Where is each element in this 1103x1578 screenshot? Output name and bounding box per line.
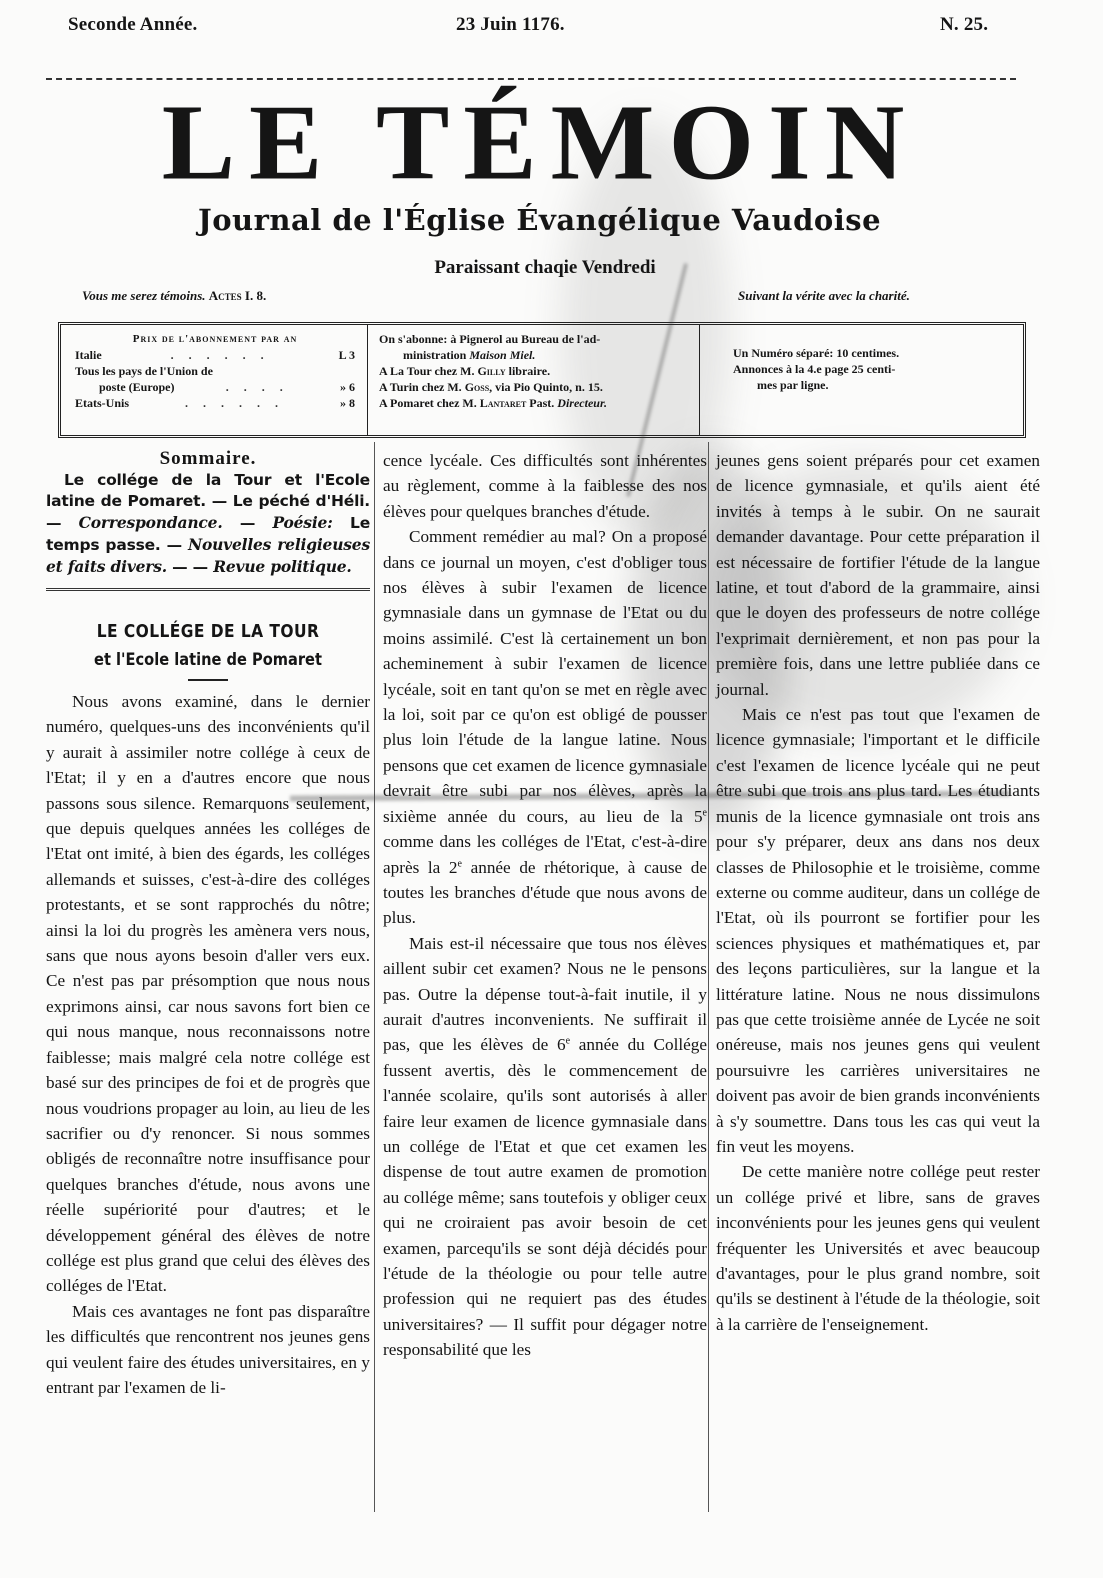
sommaire-text: Le temps passe. —	[46, 514, 371, 554]
article-paragraph: Nous avons examiné, dans le dernier numéro, quelques-uns des inconvénients qu'il y aurait à assimiler notre collége à ceux de l'Etat; il y en a d'autres encore que nous passons sous silence. Remarquons seulement, que depuis quelques années les colléges de l'Etat ont imité, à bien des égards, les colléges allemands et suisses, c'est-à-dire des colléges protestants, et se sont rapprochés du nôtre; ainsi la loi du progrès les amènera vers nous, sans que nous ayons besoin d'aller vers eux. Ce n'est pas par présomption que nous nous exprimons ainsi, car nous savons fort bien ce qui nous manque, nous reconnaissons notre faiblesse; mais malgré cela notre collége est basé sur des principes de foi et de progrès que nous voudrions propager au loin, au lieu de les sacrifier ou d'y renoncer. Si nous sommes obligés de reconnaître notre insuffisance pour quelques branches d'étude, nous avons une réelle supériorité pour d'autres; et le développement général des élèves de notre collége est plus grand que celui des élèves des colléges de l'Etat.	[46, 692, 370, 1296]
issue-date: 23 Juin 1176.	[456, 14, 565, 35]
price-row	[75, 395, 355, 411]
pricing-notes	[733, 345, 1003, 393]
price-label: Tous les pays de l'Union de	[75, 364, 213, 378]
superscript: e	[457, 857, 462, 869]
price-dots: . . . . . .	[185, 396, 284, 410]
box-divider	[699, 325, 700, 435]
subscription-box	[58, 322, 1026, 438]
sommaire-body	[46, 470, 370, 578]
article-paragraph: cence lycéale. Ces difficultés sont inhérentes au règlement, comme à la faiblesse des nos élèves pour quelques branches d'étude.	[383, 451, 707, 521]
column-3	[716, 448, 1040, 1337]
superscript: e	[702, 806, 707, 818]
price-dots: . . . . . .	[170, 348, 270, 362]
article-paragraph: De cette manière notre collége peut rester un collége privé et libre, sans de graves inconvénients pour les jeunes gens qui veulent fréquenter les Universités et avec beaucoup d'avantages, pour le plus grand nombre, soit qu'ils se destinent à l'étude de la théologie, soit à la carrière de l'enseignement.	[716, 1162, 1040, 1334]
price-list-title: Prix de l'abonnement par an	[132, 333, 298, 345]
price-list	[75, 331, 355, 411]
article-paragraph: Mais ce n'est pas tout que l'examen de licence gymnasiale; l'important et le difficile c'est l'examen de licence lycéale qui ne peut être subi que trois ans plus tard. Les étudiants munis de la licence gymnasiale ont trois ans pour s'y préparer, deux ans dans nos deux classes de Philosophie et le troisième, comme externe ou comme auditeur, dans un collége de l'Etat, où ils pourront se fortifier pour les sciences physiques et mathématiques et, par des leçons particulières, sur la langue et la littérature latine. Nous ne nous dissimulons pas que cette troisième année de Lycée ne soit onéreuse, mais nos jeunes gens qui veulent poursuivre les carrières universitaires ne doivent pas avoir de bien grands inconvénients à s'y soumettre. Dans tous les cas qui veut la fin veut les moyens.	[716, 705, 1040, 1156]
single-issue-price: Un Numéro séparé: 10 centimes.	[733, 346, 900, 360]
price-dots: . . . .	[225, 380, 289, 394]
column-1	[46, 448, 370, 1400]
masthead-subtitle: Journal de l'Église Évangélique Vaudoise	[197, 203, 882, 237]
article-title: LE COLLÉGE DE LA TOUR	[96, 621, 320, 642]
box-divider	[367, 325, 368, 435]
issue-year: Seconde Année.	[68, 14, 198, 35]
article-paragraph	[383, 931, 707, 1363]
agent-name: Lantaret	[479, 396, 527, 410]
location-text: A Turin chez M.	[379, 380, 462, 394]
article-paragraph: Mais ces avantages ne font pas disparaître les difficultés que rencontrent nos jeunes gens qui veulent faire des études universitaires, en y entrant par l'examen de li-	[46, 1301, 370, 1397]
location-text: A Pomaret chez M.	[379, 396, 477, 410]
article-paragraph	[383, 524, 707, 931]
price-row	[75, 347, 355, 363]
motto-left-text: Vous me serez témoins.	[82, 288, 206, 303]
location-text: via Pio Quinto, n. 15.	[495, 380, 603, 394]
superscript: e	[565, 1035, 571, 1047]
column-rule	[374, 442, 375, 1512]
location-line	[379, 379, 689, 395]
motto-left-reference: Actes I. 8.	[208, 288, 267, 303]
article-paragraph: jeunes gens soient préparés pour cet examen de licence gymnasiale, et qu'ils aient été invités à temps à le subir. On ne saurait demander davantage. Pour cette préparation il est nécessaire de fortifier l'étude de la langue latine, et tout d'abord de la grammaire, ainsi que le doyen des professeurs de notre collége l'exprimait dernièrement, et non pas pour la première fois, dans une lettre publiée dans ce journal.	[716, 451, 1040, 699]
sommaire-item: Correspondance.	[78, 513, 223, 532]
agent-name: Goss,	[464, 380, 493, 394]
sommaire-item: Nouvelles religieuses et faits divers.	[46, 535, 370, 576]
location-text: libraire.	[508, 364, 551, 378]
ads-price-cont: mes par ligne.	[757, 378, 829, 392]
price-value: L 3	[338, 348, 355, 362]
price-row	[75, 379, 355, 395]
price-row	[75, 363, 355, 379]
price-value: » 6	[340, 380, 355, 394]
sommaire-title: Sommaire.	[159, 448, 257, 469]
location-name: Maison Miel.	[469, 348, 536, 362]
ads-price: Annonces à la 4.e page 25 centi-	[733, 362, 896, 376]
issue-number: N. 25.	[940, 14, 989, 35]
motto-left	[82, 288, 266, 304]
paragraph-text: Comment remédier au mal? On a proposé dans ce journal un moyen, c'est d'obliger tous nos élèves à subir l'examen de licence gymnasiale dans un gymnase de l'Etat ou du moins assimilé. C'est là certainement un bon acheminement à subir l'examen de licence lycéale, soit en tant qu'on se met en règle avec la loi, soit par ce qu'on est obligé de pousser plus loin l'étude de la langue latine. Nous pensons que cet examen de licence gymnasiale devrait être subi par nos élèves, après la sixième année du cours, au lieu de la 5	[383, 527, 707, 826]
section-rule	[46, 588, 370, 591]
sommaire-text: —	[239, 514, 273, 532]
sommaire-text: Le collége de la Tour et l'Ecole latine de Pomaret. — Le péché d'Héli. —	[46, 471, 370, 532]
publication-frequency: Paraissant chaqie Vendredi	[434, 257, 656, 278]
location-text: Past.	[529, 396, 555, 410]
masthead-title: LE TÉMOIN	[161, 82, 919, 202]
location-text: ministration	[403, 348, 467, 362]
location-line	[379, 395, 689, 411]
sommaire-item: Revue politique.	[213, 557, 352, 576]
location-line: On s'abonne: à Pignerol au Bureau de l'ad-	[379, 332, 601, 346]
subscription-locations	[379, 331, 689, 411]
paragraph-text: année de rhétorique, à cause de toutes les branches d'étude que nous avons de plus.	[383, 857, 707, 928]
paragraph-text: comme dans les colléges de l'Etat, c'est-à-dire après la 2	[383, 832, 707, 877]
price-label: Etats-Unis	[75, 396, 130, 410]
price-value: » 8	[340, 396, 355, 410]
motto-right: Suivant la vérite avec la charité.	[738, 288, 910, 303]
agent-name: Gilly	[477, 364, 506, 378]
paragraph-text: année du Collége fussent avertis, dès le commencement de l'année scolaire, qu'ils sont autorisés à aller faire leur examen de licence gymnasiale dans un collége de l'Etat et que cet examen les dispense de tout autre examen de promotion au collége même; sans toutefois y obliger ceux qui ne croiraient pas avoir besoin de cet examen, parcequ'ils se sont déjà décidés pour l'étude de la théologie ou pour telle autre profession qui ne requiert pas des études universitaires? — Il suffit pour dégager notre responsabilité que les	[383, 1035, 707, 1360]
sommaire-item: Poésie:	[272, 513, 333, 532]
price-dots	[213, 363, 355, 379]
agent-title: Directeur.	[557, 396, 607, 410]
sommaire-text: — —	[166, 558, 214, 576]
article-subtitle: et l'Ecole latine de Pomaret	[94, 650, 322, 670]
price-label: Italie	[75, 348, 102, 362]
column-rule	[708, 442, 709, 1512]
location-text: A La Tour chez M.	[379, 364, 475, 378]
price-label: poste (Europe)	[99, 380, 175, 394]
column-2	[383, 448, 707, 1363]
title-rule	[188, 679, 228, 681]
location-line	[379, 363, 689, 379]
paragraph-text: Mais est-il nécessaire que tous nos élèves aillent subir cet examen? Nous ne le pensons pas. Outre la dépense tout-à-fait inutile, il y aurait d'autres inconvenients. Ne suffirait il pas, que les élèves de 6	[383, 933, 707, 1055]
location-line	[379, 347, 689, 363]
